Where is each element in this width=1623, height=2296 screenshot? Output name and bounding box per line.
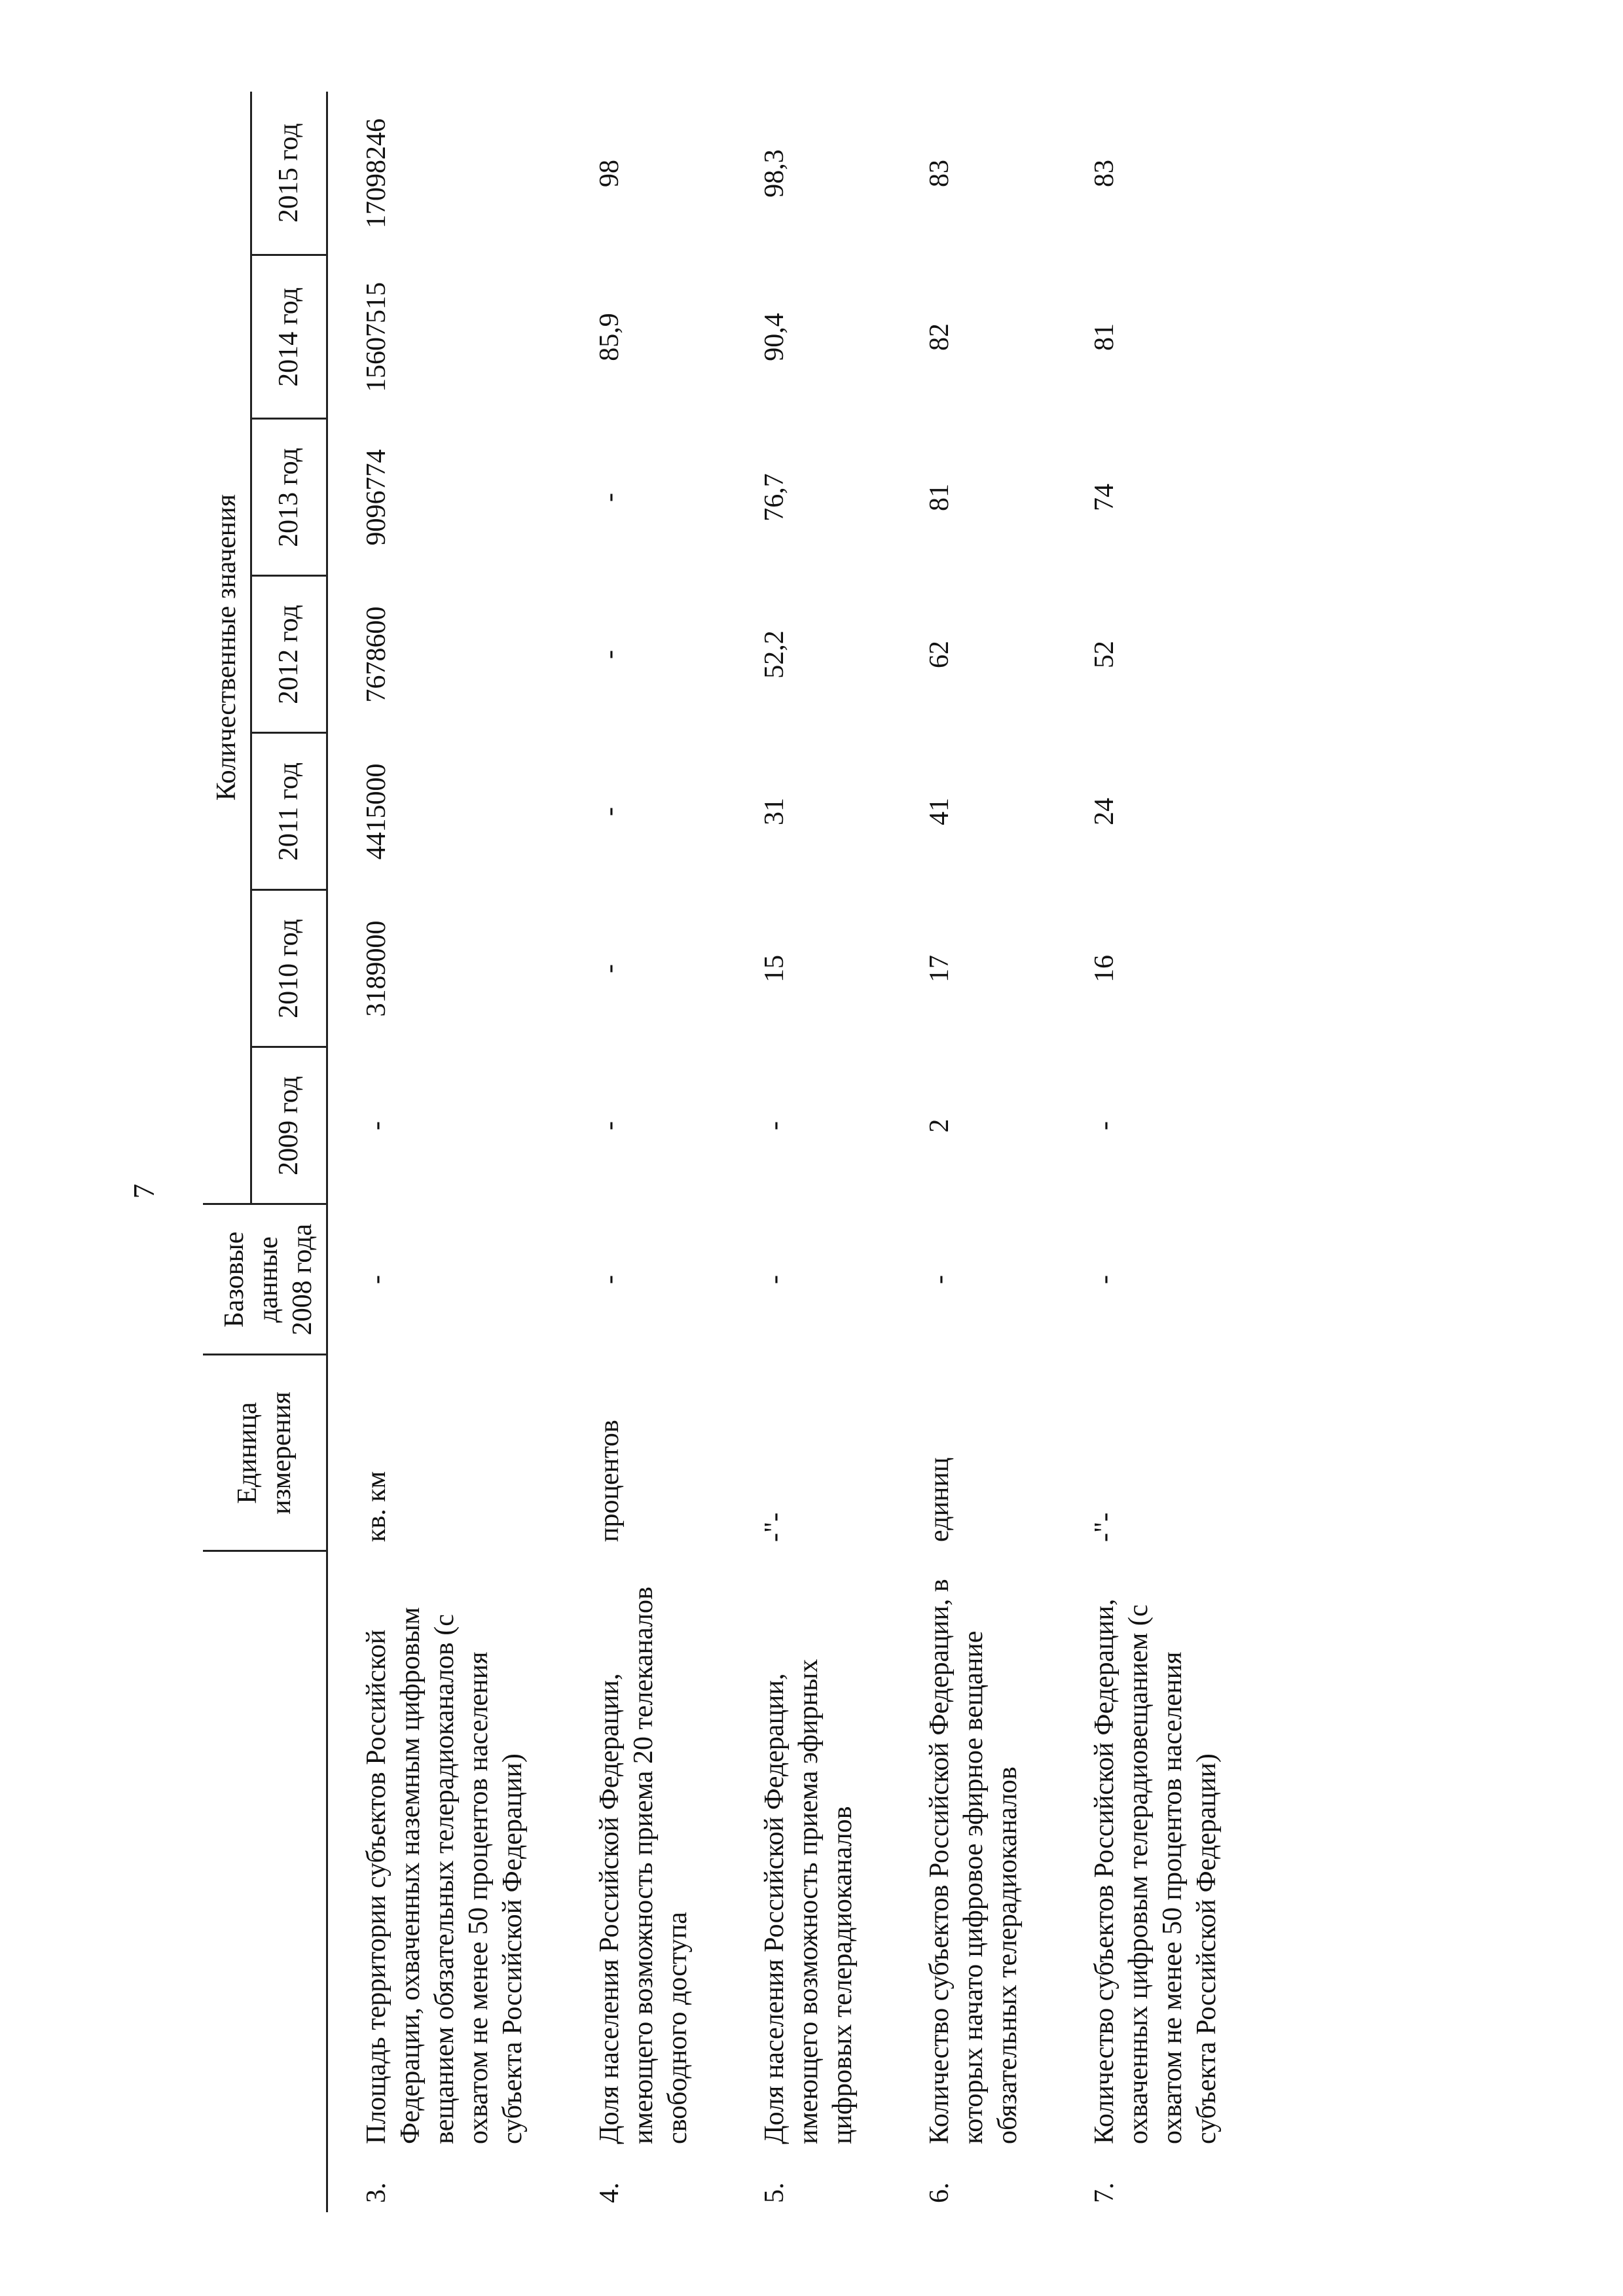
- unit-cell: -"-: [1089, 1512, 1120, 1542]
- value-2014: 82: [924, 323, 955, 351]
- value-2015: 98,3: [759, 149, 790, 198]
- value-2013: -: [594, 493, 625, 502]
- base-value: -: [759, 1275, 790, 1284]
- value-2014: 81: [1089, 323, 1120, 351]
- header-year-2011: 2011 год: [251, 733, 327, 890]
- table-row: [891, 92, 1056, 2212]
- value-2009: -: [1089, 1121, 1120, 1130]
- value-2009: -: [594, 1121, 625, 1130]
- value-2015: 83: [1089, 159, 1120, 187]
- header-year-2010: 2010 год: [251, 890, 327, 1047]
- page-number: 7: [127, 1183, 160, 1199]
- value-2012: 7678600: [361, 606, 392, 703]
- indicator-name: Площадь территории субъектов Российской Федерации, охваченных наземным цифровым вещанием обязательных телерадиоканалов (с охватом не менее 50 процентов населения субъекта Российской Федерации): [361, 1607, 528, 2144]
- value-2009: -: [361, 1121, 392, 1130]
- value-2015: 98: [594, 159, 625, 187]
- base-value: -: [1089, 1275, 1120, 1284]
- value-2015: 17098246: [361, 118, 392, 228]
- unit-cell: кв. км: [361, 1471, 392, 1542]
- value-2013: 76,7: [759, 473, 790, 522]
- unit-cell: процентов: [594, 1420, 625, 1542]
- value-2009: -: [759, 1121, 790, 1130]
- value-2012: 52,2: [759, 630, 790, 679]
- value-2013: 81: [924, 484, 955, 511]
- header-year-2012: 2012 год: [251, 576, 327, 733]
- indicator-name: Доля населения Российской Федерации, имеющего возможность приема 20 телеканалов свободного доступа: [594, 1587, 693, 2144]
- indicator-name: Количество субъектов Российской Федерации, охваченных цифровым телерадиовещанием (с охватом не менее 50 процентов населения субъекта Российской Федерации): [1089, 1598, 1222, 2144]
- header-empty: [203, 1551, 327, 2212]
- indicators-table: [203, 92, 1255, 2212]
- value-2014: 15607515: [361, 282, 392, 392]
- value-2012: -: [594, 650, 625, 659]
- table-row: [1056, 92, 1255, 2212]
- value-2010: 16: [1089, 955, 1120, 982]
- value-2011: 4415000: [361, 763, 392, 860]
- value-2015: 83: [924, 159, 955, 187]
- value-2014: 85,9: [594, 313, 625, 361]
- header-year-2015: 2015 год: [251, 92, 327, 255]
- row-number: 3.: [361, 2182, 392, 2203]
- header-quantitative: Количественные значения: [203, 92, 251, 1204]
- table-row: [561, 92, 726, 2212]
- value-2010: -: [594, 964, 625, 973]
- header-year-2014: 2014 год: [251, 255, 327, 419]
- rotated-table-container: [203, 92, 1467, 2212]
- base-value: -: [594, 1275, 625, 1284]
- indicator-name: Количество субъектов Российской Федерации, в которых начато цифровое эфирное вещание обязательных телерадиоканалов: [924, 1579, 1023, 2144]
- value-2011: 24: [1089, 798, 1120, 825]
- value-2010: 17: [924, 955, 955, 982]
- value-2012: 52: [1089, 641, 1120, 668]
- base-value: -: [361, 1275, 392, 1284]
- row-number: 6.: [924, 2182, 955, 2203]
- row-number: 5.: [759, 2182, 790, 2203]
- value-2012: 62: [924, 641, 955, 668]
- value-2010: 3189000: [361, 920, 392, 1017]
- row-number: 4.: [594, 2182, 625, 2203]
- value-2011: 31: [759, 798, 790, 825]
- value-2013: 9096774: [361, 449, 392, 546]
- value-2010: 15: [759, 955, 790, 982]
- table-row: [726, 92, 891, 2212]
- header-year-2009: 2009 год: [251, 1047, 327, 1204]
- indicator-name: Доля населения Российской Федерации, имеющего возможность приема эфирных цифровых телерадиоканалов: [759, 1659, 858, 2144]
- value-2014: 90,4: [759, 313, 790, 361]
- unit-cell: единиц: [924, 1457, 955, 1542]
- row-number: 7.: [1089, 2182, 1120, 2203]
- header-base-rest: данные 2008 года: [251, 1204, 327, 1355]
- unit-cell: -"-: [759, 1512, 790, 1542]
- value-2011: 41: [924, 798, 955, 825]
- base-value: -: [924, 1275, 955, 1284]
- value-2009: 2: [924, 1119, 955, 1133]
- table-row: [327, 92, 561, 2212]
- header-unit: Единица измерения: [203, 1355, 327, 1551]
- value-2011: -: [594, 807, 625, 816]
- header-base-top: Базовые: [203, 1204, 251, 1355]
- header-year-2013: 2013 год: [251, 419, 327, 576]
- value-2013: 74: [1089, 484, 1120, 511]
